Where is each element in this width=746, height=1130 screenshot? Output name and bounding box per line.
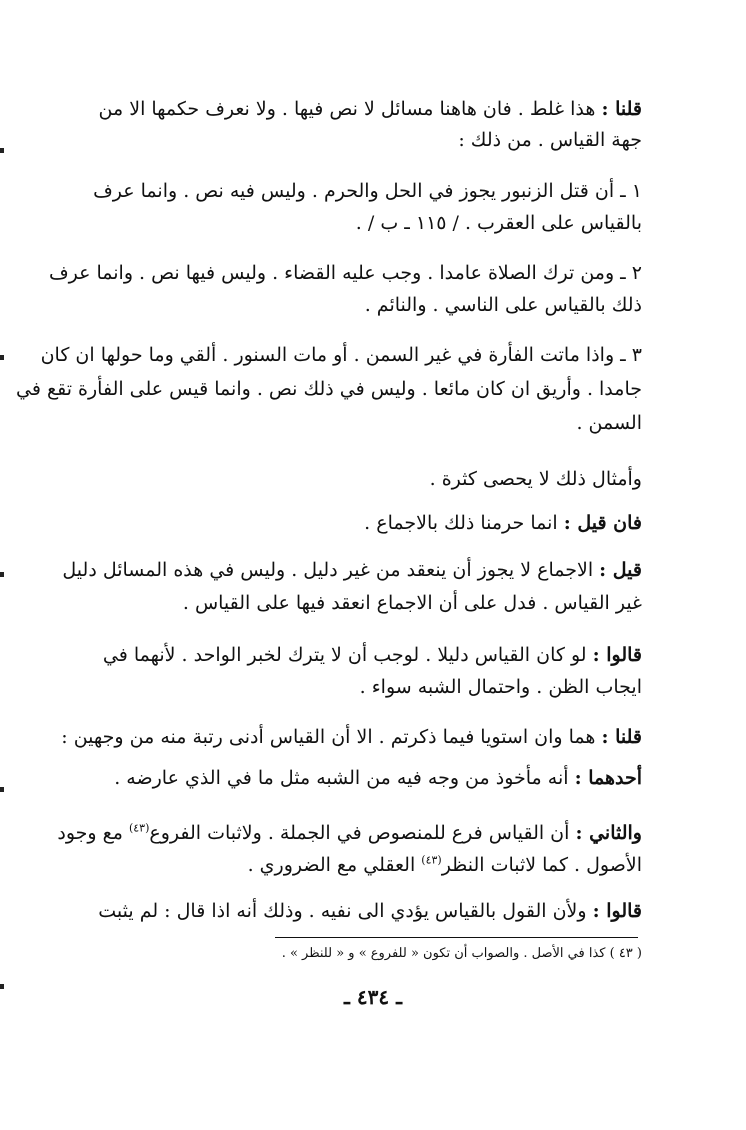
line-text-tail: العقلي مع الضروري .: [247, 854, 422, 876]
line-text: هذا غلط . فان هاهنا مسائل لا نص فيها . ولا نعرف حكمها الا من: [98, 98, 596, 120]
footnote: ( ٤٣ ) كذا في الأصل . والصواب أن تكون « للفروع » و « للنظر » .: [281, 946, 642, 961]
line-text: جامدا . وأريق ان كان مائعا . وليس في ذلك نص . وانما قيس على الفأرة تقع في: [16, 378, 642, 400]
line-text: جهة القياس . من ذلك :: [458, 129, 642, 151]
footnote-divider: [275, 937, 638, 938]
line-text: هما وان استويا فيما ذكرتم . الا أن القياس أدنى رتبة منه من وجهين :: [61, 726, 596, 748]
text-line: [61, 724, 642, 750]
line-text: الأصول . كما لاثبات النظر: [441, 854, 642, 876]
page-number: ـ ٤٣٤ ـ: [344, 985, 402, 1009]
line-text: ولأن القول بالقياس يؤدي الى نفيه . وذلك أنه اذا قال : لم يثبت: [98, 900, 587, 922]
text-line: [16, 376, 642, 402]
line-text: ٣ ـ واذا ماتت الفأرة في غير السمن . أو مات السنور . ألقي وما حولها ان كان: [40, 344, 642, 366]
text-line: [93, 178, 642, 204]
line-text: الاجماع لا يجوز أن ينعقد من غير دليل . وليس في هذه المسائل دليل: [62, 559, 594, 581]
text-line: [106, 852, 642, 878]
text-line: [98, 96, 642, 122]
line-text: لو كان القياس دليلا . لوجب أن لا يترك لخبر الواحد . لأنهما في: [102, 644, 587, 666]
speaker-label: أحدهما :: [574, 767, 642, 789]
line-text: ٢ ـ ومن ترك الصلاة عامدا . وجب عليه القضاء . وليس فيها نص . وانما عرف: [48, 262, 642, 284]
line-text: ايجاب الظن . واحتمال الشبه سواء .: [359, 676, 642, 698]
text-line: [57, 820, 642, 846]
text-line: [106, 510, 642, 536]
speaker-label: قيل :: [599, 559, 642, 581]
line-text: ذلك بالقياس على الناسي . والنائم .: [364, 294, 642, 316]
line-text: أنه مأخوذ من وجه فيه من الشبه مثل ما في الذي عارضه .: [114, 767, 569, 789]
line-text: بالقياس على العقرب . / ١١٥ ـ ب / .: [355, 212, 642, 234]
text-line: [40, 342, 642, 368]
scan-edge-mark: [0, 572, 4, 577]
speaker-label: قلنا :: [601, 726, 642, 748]
scan-edge-mark: [0, 148, 4, 153]
scan-edge-mark: [0, 787, 4, 792]
text-line: [98, 898, 642, 924]
text-line: [106, 292, 642, 318]
text-line: [106, 590, 642, 616]
text-line: [106, 410, 642, 436]
text-line: [48, 260, 642, 286]
text-line: [106, 466, 642, 492]
line-text: أن القياس فرع للمنصوص في الجملة . ولاثبات الفروع: [149, 822, 570, 844]
scan-edge-mark: [0, 984, 4, 989]
speaker-label: قالوا :: [592, 644, 642, 666]
scan-edge-mark: [0, 355, 4, 360]
speaker-label: قالوا :: [592, 900, 642, 922]
line-text: السمن .: [576, 412, 642, 434]
line-text: وأمثال ذلك لا يحصى كثرة .: [429, 468, 642, 490]
text-line: [106, 127, 642, 153]
speaker-label: والثاني :: [575, 822, 642, 844]
speaker-label: فان قيل :: [563, 512, 642, 534]
footnote-ref: (٤٣): [128, 821, 150, 835]
line-text: ١ ـ أن قتل الزنبور يجوز في الحل والحرم . وليس فيه نص . وانما عرف: [93, 180, 642, 202]
text-line: [106, 765, 642, 791]
line-text: غير القياس . فدل على أن الاجماع انعقد فيها على القياس .: [182, 592, 642, 614]
line-text-tail: مع وجود: [57, 822, 129, 844]
text-line: [62, 557, 642, 583]
text-line: [106, 674, 642, 700]
speaker-label: قلنا :: [601, 98, 642, 120]
line-text: انما حرمنا ذلك بالاجماع .: [364, 512, 558, 534]
text-line: [106, 210, 642, 236]
footnote-ref: (٤٣): [421, 853, 442, 867]
text-line: [102, 642, 642, 668]
